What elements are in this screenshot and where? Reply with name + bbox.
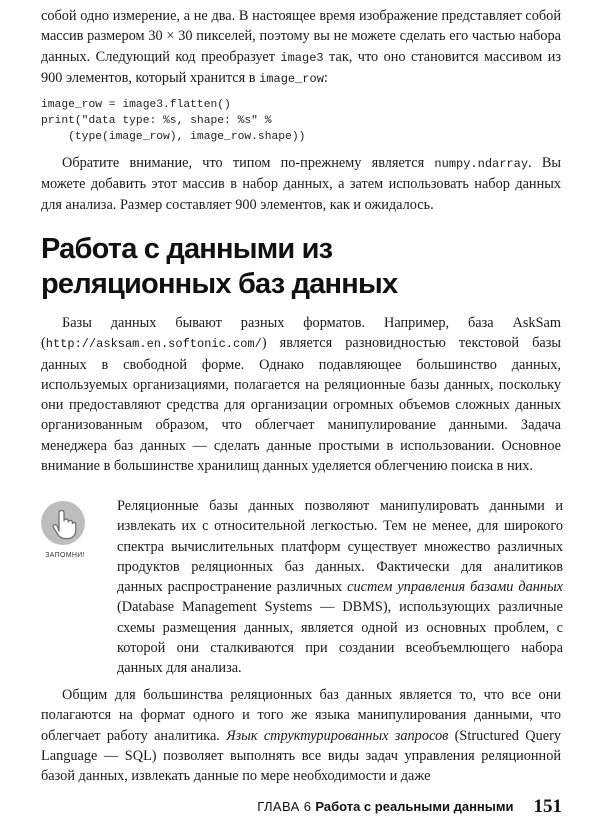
- paragraph-sql: Общим для большинства реляционных баз данных является то, что все они полагаются на формат одного и того же языка манипулирования данными, что облегчает работу аналитика. Язык структурированных запросов (Structured Query Language — SQL) позволяет выполнять все виды задач управления реляционной базой данных, извлекать данные по мере необходимости и даже: [41, 687, 561, 785]
- code-line: print("data type: %s, shape: %s" %: [41, 114, 272, 127]
- chapter-title: Работа с реальными данными: [315, 799, 514, 814]
- page-footer: [257, 796, 562, 818]
- paragraph-databases: Базы данных бывают разных форматов. Например, база AskSam (http://asksam.en.softonic.com/) является разновидностью текстовой базы данных в свободной форме. Однако подавляющее большинство данных, используемых организациями, полагается на реляционные базы данных, поскольку они предоставляют средства для организации огромных объемов сложных данных организованным образом, что облегчает манипулирование данными. Задача менеджера баз данных — сделать данные простыми в использовании. Основное внимание в большинстве хранилищ данных уделяется облегчению поиска в них.: [41, 315, 561, 475]
- note-paragraph: Реляционные базы данных позволяют манипулировать данными и извлекать их с относительной легкостью. Тем не менее, для широкого спектра вычислительных платформ существует множество различных продуктов реляционных баз данных. Фактически для аналитиков данных распространение различных систем управления базами данных (Database Management Systems — DBMS), использующих различные схемы размещения данных, является одной из основных проблем, с которой они сталкиваются при создании всеобъемлющего набора данных для анализа.: [117, 498, 563, 677]
- code-block: [41, 98, 305, 145]
- top-paragraph: собой одно измерение, а не два. В настоящее время изображение представляет собой массив размером 30 × 30 пикселей, поэтому вы не можете сделать его частью набора данных. Следующий код преобразует image3 так, что оно становится массивом из 900 элементов, который хранится в image_row:: [41, 8, 561, 86]
- pointing-finger-icon: [40, 500, 86, 546]
- page-number: 151: [533, 796, 562, 817]
- chapter-label: ГЛАВА 6: [257, 799, 312, 814]
- code-line: image_row = image3.flatten(): [41, 99, 231, 111]
- code-line: (type(image_row), image_row.shape)): [41, 130, 306, 143]
- asksam-link: http://asksam.en.softonic.com/: [45, 337, 262, 352]
- paragraph-ndarray: Обратите внимание, что типом по-прежнему является numpy.ndarray. Вы можете добавить этот массив в набор данных, а затем использовать набор данных для анализа. Размер составляет 900 элементов, как и ожидалось.: [41, 155, 562, 213]
- section-heading: Работа с данными из реляционных баз данных: [41, 233, 398, 300]
- note-label: ЗАПОМНИ!: [45, 552, 85, 559]
